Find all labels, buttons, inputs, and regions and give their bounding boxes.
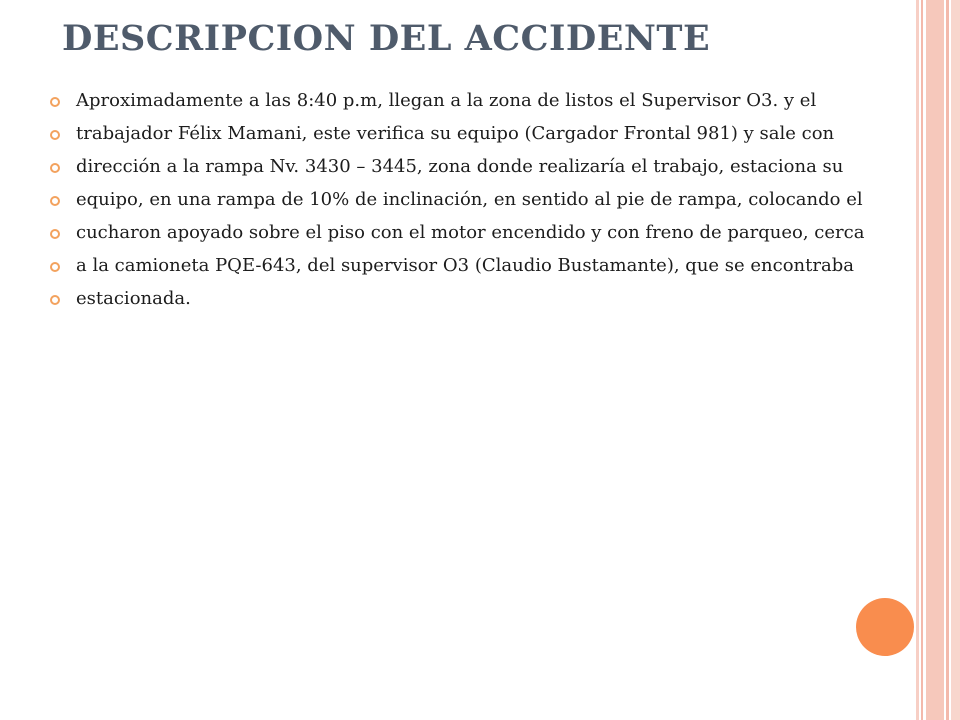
bullet-icon — [50, 163, 60, 173]
bullet-list — [46, 88, 896, 319]
bullet-icon — [50, 262, 60, 272]
list-item — [46, 88, 896, 113]
bullet-text: Aproximadamente a las 8:40 p.m, llegan a la zona de listos el Supervisor O3. y el — [76, 90, 817, 111]
list-item — [46, 253, 896, 278]
bullet-icon — [50, 229, 60, 239]
bullet-text: cucharon apoyado sobre el piso con el motor encendido y con freno de parqueo, cerca — [76, 222, 865, 243]
bullet-icon — [50, 97, 60, 107]
list-item — [46, 187, 896, 212]
decorative-circle-icon — [856, 598, 914, 656]
list-item — [46, 121, 896, 146]
list-item — [46, 154, 896, 179]
slide-title: DESCRIPCION DEL ACCIDENTE — [62, 18, 711, 59]
decorative-stripes — [916, 0, 960, 720]
stripe — [951, 0, 960, 720]
bullet-icon — [50, 295, 60, 305]
bullet-text: a la camioneta PQE-643, del supervisor O3 (Claudio Bustamante), que se encontraba — [76, 255, 854, 276]
bullet-icon — [50, 130, 60, 140]
bullet-text: dirección a la rampa Nv. 3430 – 3445, zona donde realizaría el trabajo, estaciona su — [76, 156, 844, 177]
stripe — [921, 0, 923, 720]
bullet-text: estacionada. — [76, 288, 191, 309]
bullet-text: equipo, en una rampa de 10% de inclinación, en sentido al pie de rampa, colocando el — [76, 189, 863, 210]
list-item — [46, 286, 896, 311]
stripe — [926, 0, 944, 720]
bullet-icon — [50, 196, 60, 206]
stripe — [946, 0, 949, 720]
list-item — [46, 220, 896, 245]
stripe — [916, 0, 919, 720]
bullet-text: trabajador Félix Mamani, este verifica su equipo (Cargador Frontal 981) y sale con — [76, 123, 835, 144]
